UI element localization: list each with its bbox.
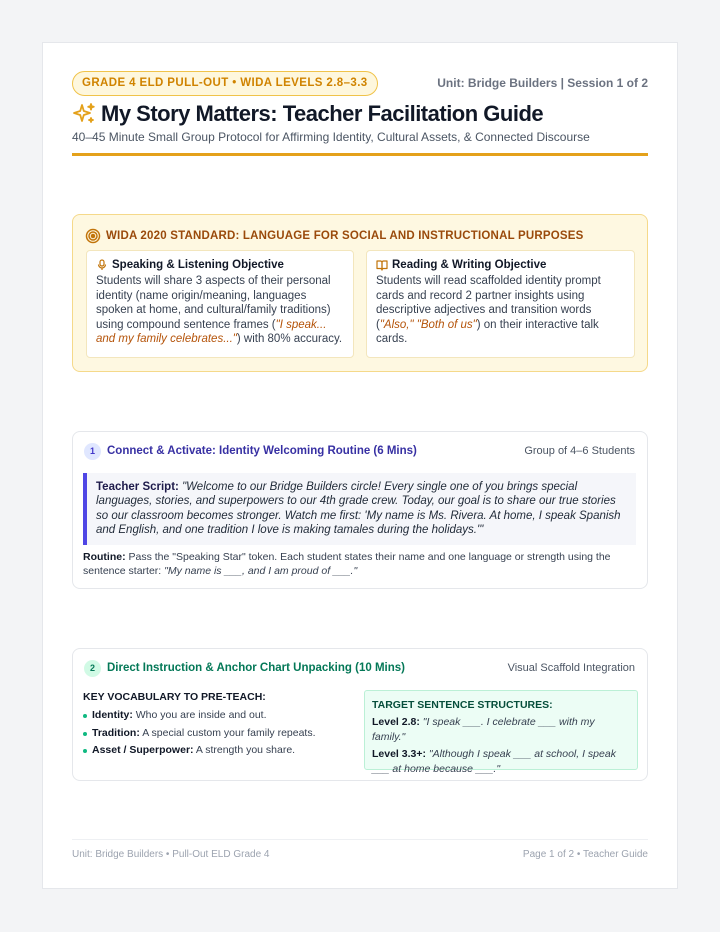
section-1-title: Connect & Activate: Identity Welcoming Routine (6 Mins): [107, 445, 417, 457]
teacher-script: Teacher Script: "Welcome to our Bridge Builders circle! Every single one of you brings special languages, stories, and superpowers to our 4th grade crew. Today, our goal is to share our true stories so our classroom becomes stronger. Watch me first: 'My name is Ms. Rivera. At home, I speak Spanish and English, and one tradition I love is making tamales during the holidays.'": [83, 473, 636, 545]
vocabulary-list: [83, 691, 353, 760]
section-2-card: [72, 648, 648, 781]
vocabulary-heading: KEY VOCABULARY TO PRE-TEACH:: [83, 691, 266, 703]
footer-unit: Unit: Bridge Builders • Pull-Out ELD Grade 4: [72, 849, 270, 860]
section-1-group-size: Group of 4–6 Students: [524, 445, 635, 457]
sentence-structures-heading: TARGET SENTENCE STRUCTURES:: [372, 699, 553, 711]
writing-objective-title: Reading & Writing Objective: [392, 259, 547, 271]
sentence-frame: Level 3.3+: "Although I speak ___ at school, I speak ___ at home because ___.": [372, 748, 616, 775]
speaking-objective-text: Students will share 3 aspects of their personal identity (name origin/meaning, languages spoken at home, and cultural/family traditions) using compound sentence frames ("I speak... and my family celebrates...") with 80% accuracy.: [96, 275, 343, 345]
guide-page: [42, 42, 678, 889]
section-2-title: Direct Instruction & Anchor Chart Unpacking (10 Mins): [107, 662, 405, 674]
standard-header: [85, 228, 584, 244]
book-icon: [376, 259, 388, 271]
speaking-objective-card: [86, 250, 354, 358]
vocabulary-item: Identity: Who you are inside and out.: [83, 707, 353, 725]
grade-badge: GRADE 4 ELD PULL-OUT • WIDA LEVELS 2.8–3.3: [72, 71, 378, 96]
section-1-card: [72, 431, 648, 589]
footer-divider: [72, 839, 648, 840]
page-subtitle: 40–45 Minute Small Group Protocol for Affirming Identity, Cultural Assets, & Connected Discourse: [72, 130, 590, 144]
vocabulary-item: Tradition: A special custom your family repeats.: [83, 725, 353, 743]
header-top: [72, 71, 648, 97]
sparkles-icon: [72, 102, 96, 126]
microphone-icon: [96, 259, 108, 271]
writing-objective-text: Students will read scaffolded identity prompt cards and record 2 partner insights using descriptive adjectives and transition words ("Also," "Both of us") on their interactive talk cards.: [376, 275, 601, 345]
target-icon: [85, 228, 101, 244]
wida-standard-box: [72, 214, 648, 372]
writing-objective-card: [366, 250, 635, 358]
header-divider: [72, 153, 648, 156]
page-title: My Story Matters: Teacher Facilitation Guide: [101, 101, 544, 126]
section-1-number: 1: [84, 443, 101, 460]
section-2-number: 2: [84, 660, 101, 677]
speaking-objective-title: Speaking & Listening Objective: [112, 259, 284, 271]
footer-page-number: Page 1 of 2 • Teacher Guide: [522, 849, 648, 860]
unit-session-label: Unit: Bridge Builders | Session 1 of 2: [437, 76, 648, 90]
sentence-frame: Level 2.8: "I speak ___. I celebrate ___ with my family.": [372, 716, 595, 743]
section-2-scaffold-label: Visual Scaffold Integration: [507, 662, 635, 674]
vocabulary-item: Asset / Superpower: A strength you share.: [83, 742, 353, 760]
sentence-structures-box: [364, 690, 638, 775]
routine-text: Routine: Pass the "Speaking Star" token. Each student states their name and one language or strength using the sentence starter: "My name is ___, and I am proud of ___.": [83, 551, 611, 577]
standard-title: WIDA 2020 STANDARD: LANGUAGE FOR SOCIAL AND INSTRUCTIONAL PURPOSES: [106, 230, 584, 242]
title-row: [72, 99, 648, 129]
